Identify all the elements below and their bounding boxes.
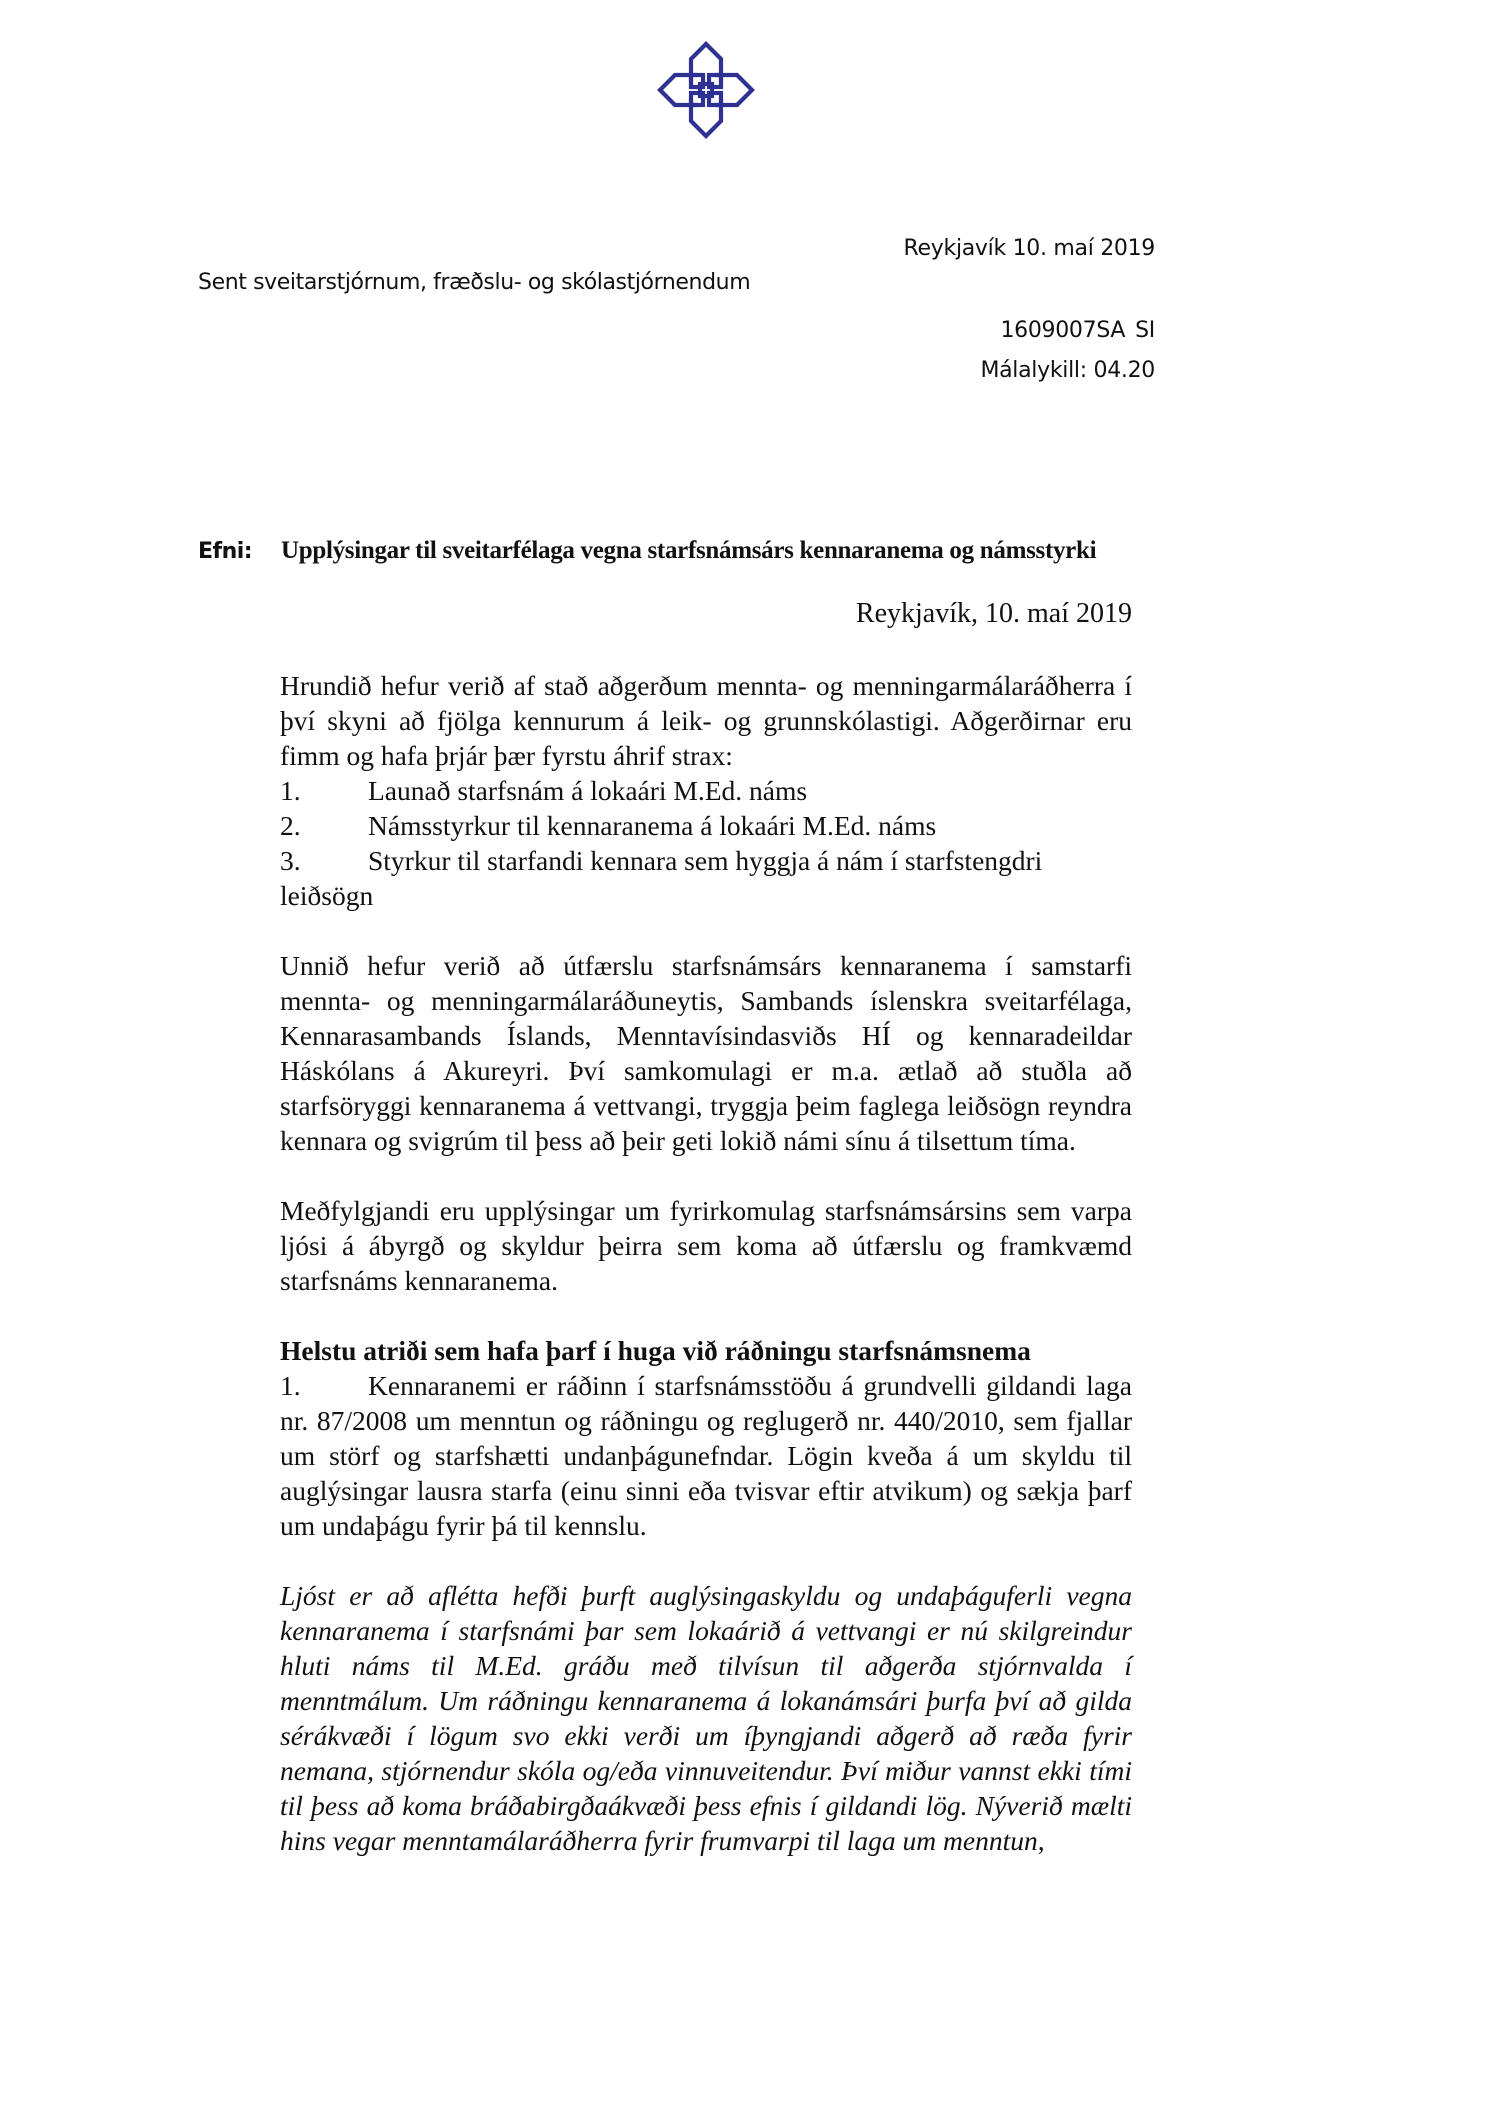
spacer: [280, 913, 1132, 948]
collaboration-paragraph: Unnið hefur verið að útfærslu starfsnámsárs kennaranema í samstarfi mennta- og menningarmálaráðuneytis, Sambands íslenskra sveitarfélaga, Kennarasambands Íslands, Menntavísindasviðs HÍ og kennaradeildar Háskólans á Akureyri. Því samkomulagi er m.a. ætlað að stuðla að starfsöryggi kennaranema á vettvangi, tryggja þeim faglega leiðsögn reyndra kennara og svigrúm til þess að þeir geti lokið námi sínu á tilsettum tíma.: [280, 950, 1132, 1156]
italic-paragraph: Ljóst er að aflétta hefði þurft auglýsingaskyldu og undaþáguferli vegna kennaranema í starfsnámi þar sem lokaárið á vettvangi er nú skilgreindur hluti náms til M.Ed. gráðu með tilvísun til aðgerða stjórnvalda í menntmálum. Um ráðningu kennaranema á lokanámsári þurfa því að gilda sérákvæði í lögum svo ekki verði um íþyngjandi aðgerð að ræða fyrir nemana, stjórnendur skóla og/eða vinnuveitendur. Því miður vannst ekki tími til þess að koma bráðabirgðaákvæði þess efnis í gildandi lög. Nýverið mælti hins vegar menntamálaráðherra fyrir frumvarpi til laga um menntun,: [280, 1580, 1132, 1856]
reference-initials: SI: [1135, 318, 1155, 343]
spacer: [280, 1158, 1132, 1193]
point-number: 1.: [280, 1370, 301, 1401]
subject-label: Efni:: [198, 539, 253, 564]
interlaced-knot-emblem-icon: [656, 40, 756, 140]
list-item-text: Styrkur til starfandi kennara sem hyggja á nám í starfstengdri leiðsögn: [280, 845, 1043, 911]
letter-body: [280, 668, 1132, 1858]
list-item-number: 2.: [280, 810, 301, 841]
list-item-number: 3.: [280, 845, 301, 876]
point-text: Kennaranemi er ráðinn í starfsnámsstöðu á grundvelli gildandi laga nr. 87/2008 um menntun og ráðningu og reglugerð nr. 440/2010, sem fjallar um störf og starfshætti undanþágunefndar. Lögin kveða á um skyldu til auglýsingar lausra starfa (einu sinni eða tvisvar eftir atvikum) og sækja þarf um undaþágu fyrir þá til kennslu.: [280, 1370, 1132, 1541]
spacer: [280, 1543, 1132, 1578]
subject-title: Upplýsingar til sveitarfélaga vegna starfsnámsárs kennaranema og námsstyrki: [281, 537, 1097, 564]
reference-code: 1609007SA: [1000, 318, 1126, 343]
case-key: Málalykill: 04.20: [980, 358, 1155, 383]
actions-list: [280, 773, 1132, 913]
spacer: [280, 1298, 1132, 1333]
list-item: [280, 773, 1132, 808]
intro-paragraph: Hrundið hefur verið af stað aðgerðum mennta- og menningarmálaráðherra í því skyni að fjölga kennurum á leik- og grunnskólastigi. Aðgerðirnar eru fimm og hafa þrjár þær fyrstu áhrif strax:: [280, 670, 1132, 771]
list-item: [280, 808, 1132, 843]
list-item-text: Launað starfsnám á lokaári M.Ed. náms: [368, 775, 808, 806]
list-item: [280, 843, 1132, 913]
recipients-line: Sent sveitarstjórnum, fræðslu- og skólastjórnendum: [198, 270, 751, 295]
list-item-number: 1.: [280, 775, 301, 806]
letter-date: Reykjavík 10. maí 2019: [903, 236, 1155, 261]
attachment-paragraph: Meðfylgjandi eru upplýsingar um fyrirkomulag starfsnámsársins sem varpa ljósi á ábyrgð og skyldur þeirra sem koma að útfærslu og framkvæmd starfsnáms kennaranema.: [280, 1195, 1132, 1296]
point-1-paragraph: [280, 1368, 1132, 1543]
reference-number: [1000, 318, 1155, 343]
list-item-text: Námsstyrkur til kennaranema á lokaári M.Ed. náms: [368, 810, 937, 841]
body-date: Reykjavík, 10. maí 2019: [855, 598, 1132, 629]
section-heading: Helstu atriði sem hafa þarf í huga við ráðningu starfsnámsnema: [280, 1335, 1031, 1366]
